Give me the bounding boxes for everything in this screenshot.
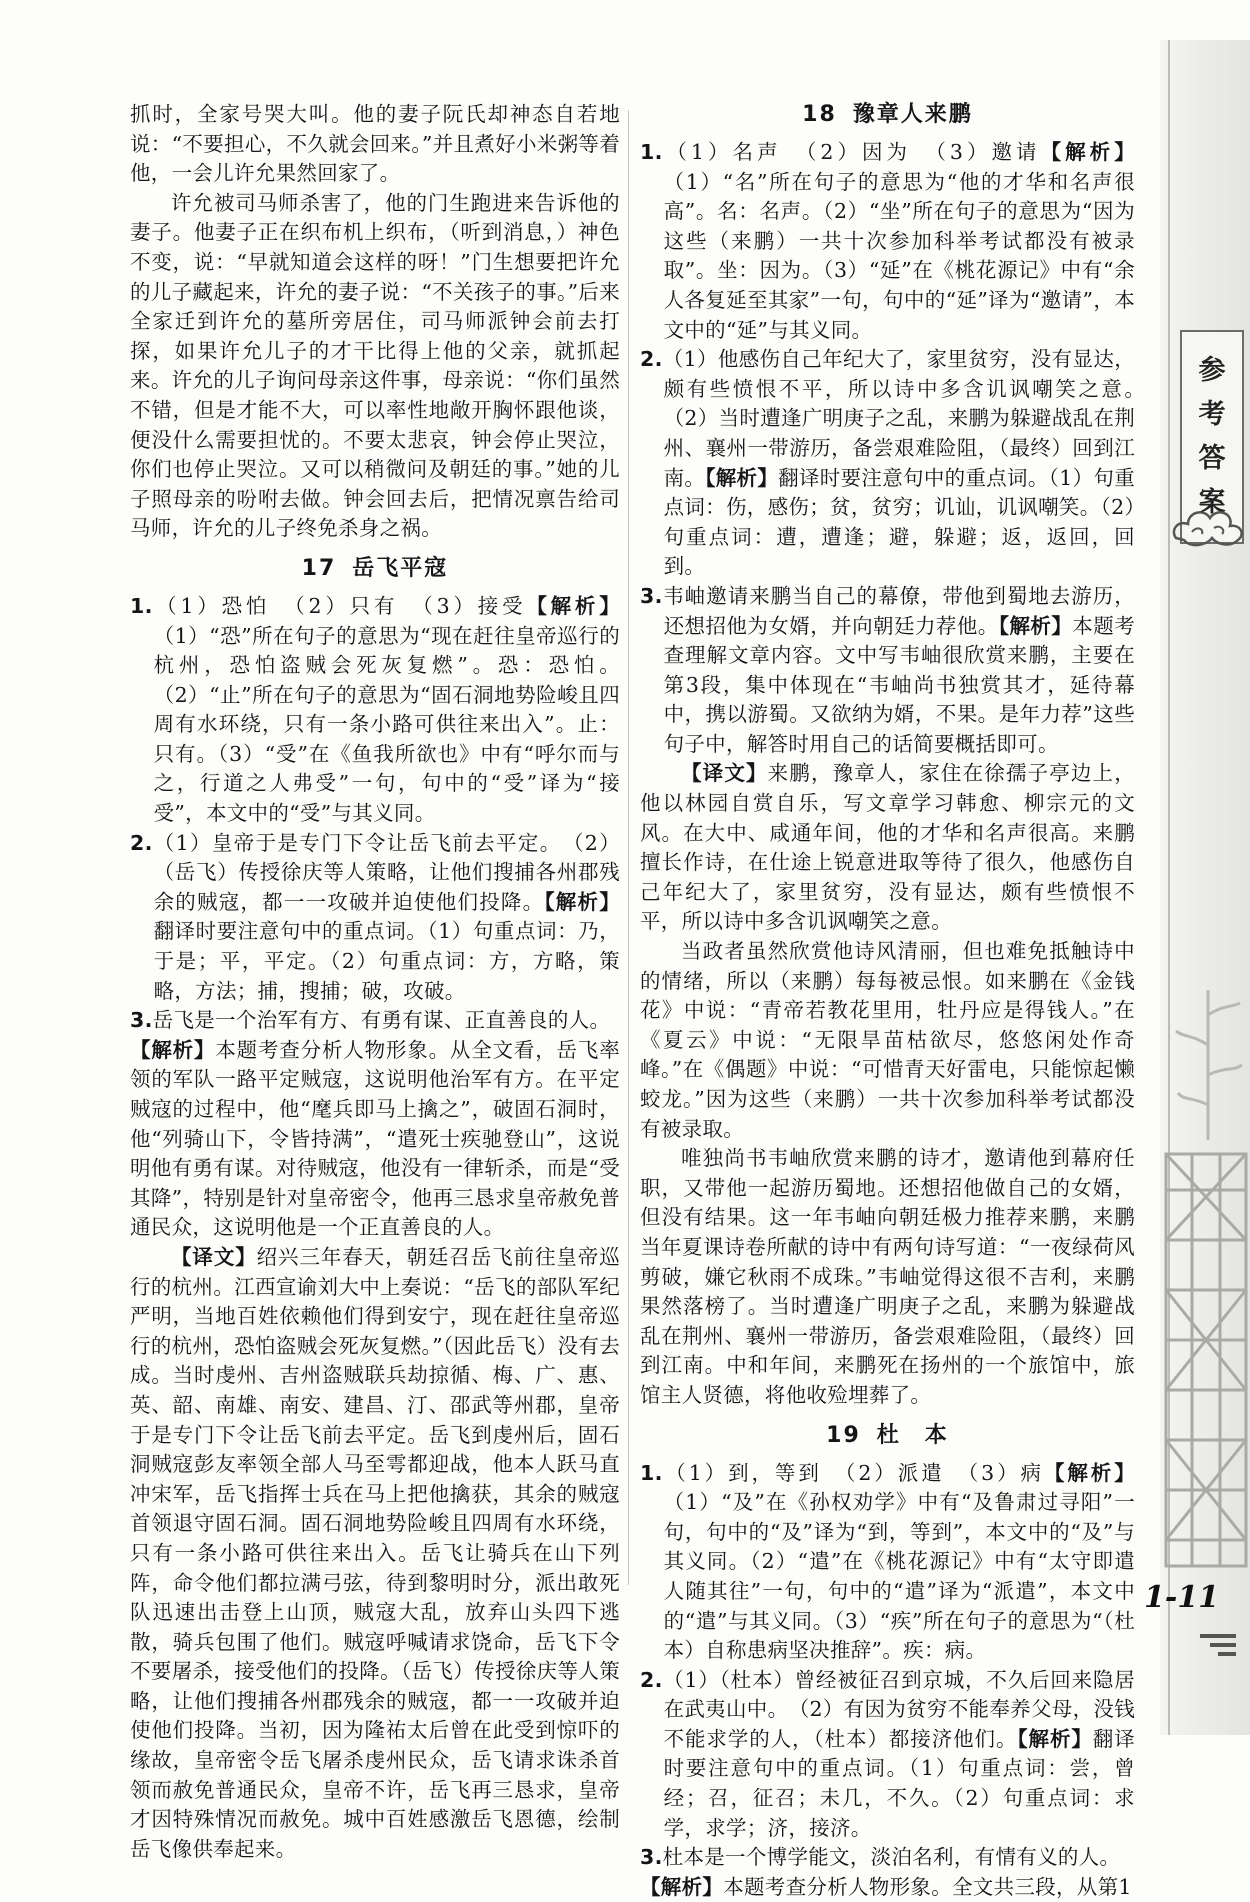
s17-question-3-analysis: 【解析】本题考查分析人物形象。从全文看，岳飞率领的军队一路平定贼寇，这说明他治军有方。在平定贼寇的过程中，他“麾兵即马上擒之”，破固石洞时，他“列骑山下，令皆持满”，“遣死士疾驰登山”，这说明他有勇有谋。对待贼寇，他没有一律斩杀，而是“受其降”，特别是针对皇帝密令，他再三恳求皇帝赦免普通民众，这说明他是一个正直善良的人。	[130, 1037, 620, 1240]
bamboo-ornament-icon	[1168, 985, 1248, 1145]
s18-question-1: 1.（1）名声 （2）因为 （3）邀请【解析】（1）“名”所在句子的意思为“他的才华和名声很高”。名：名声。（2）“坐”所在句子的意思为“因为这些（来鹏）一共十次参加科举考试都没有被录取”。坐：因为。（3）“延”在《桃花源记》中有“余人各复延至其家”一句，句中的“延”译为“邀请”，本文中的“延”与其义同。	[640, 140, 1135, 342]
story-16-translation-tail: 抓时，全家号哭大叫。他的妻子阮氏却神态自若地说：“不要担心，不久就会回来。”并且煮好小米粥等着他，一会儿许允果然回家了。	[130, 102, 620, 186]
section-17-title	[130, 554, 620, 584]
side-tab-char-4: 案	[1198, 487, 1226, 518]
section-18-heading: 豫章人来鹏	[852, 102, 973, 127]
s19-question-3: 3.杜本是一个博学能文，淡泊名利，有情有义的人。	[640, 1845, 1121, 1870]
page-number: 1-11	[1144, 1580, 1220, 1615]
section-19-heading: 杜 本	[876, 1422, 949, 1448]
s19-question-2: 2.（1）（杜本）曾经被征召到京城，不久后回来隐居在武夷山中。 （2）有因为贫穷不能奉养父母，没钱不能求学的人，（杜本）都接济他们。【解析】翻译时要注意句中的重点词。（1）句重点词：尝，曾经；召，征召；未几，不久。（2）句重点词：求学，求学；济，接济。	[640, 1667, 1135, 1840]
side-tab-char-1: 参	[1198, 355, 1226, 386]
side-tab-char-3: 答	[1198, 443, 1226, 474]
s18-translation-3: 唯独尚书韦岫欣赏来鹏的诗才，邀请他到幕府任职，又带他一起游历蜀地。还想招他做自己的女婿，但没有结果。这一年韦岫向朝廷极力推荐来鹏，来鹏当年夏课诗卷所献的诗中有两句诗写道：“一夜绿荷风剪破，嫌它秋雨不成珠。”韦岫觉得这很不吉利，来鹏果然落榜了。当时遭逢广明庚子之乱，来鹏为躲避战乱在荆州、襄州一带游历，备尝艰难险阻，（最终）回到江南。中和年间，来鹏死在扬州的一个旅馆中，旅馆主人贤德，将他收殓埋葬了。	[640, 1146, 1135, 1407]
s17-question-3: 3.岳飞是一个治军有方、有勇有谋、正直善良的人。	[130, 1008, 611, 1033]
s19-question-1: 1.（1）到，等到 （2）派遣 （3）病【解析】（1）“及”在《孙权劝学》中有“及鲁肃过寻阳”一句，句中的“及”译为“到，等到”，本文中的“及”与其义同。（2）“遣”在《桃花源记》中有“太守即遣人随其往”一句，句中的“遣”译为“派遣”，本文中的“遣”与其义同。（3）“疾”所在句子的意思为“（杜本）自称患病坚决推辞”。疾：病。	[640, 1460, 1135, 1663]
section-17-number: 17	[301, 555, 337, 581]
right-column	[640, 100, 1156, 1902]
s17-question-2: 2.（1）皇帝于是专门下令让岳飞前去平定。 （2）（岳飞）传授徐庆等人策略，让他们搜捕各州郡残余的贼寇，都一一攻破并迫使他们投降。【解析】翻译时要注意句中的重点词。（1）句重点词：乃，于是；平，平定。（2）句重点词：方，方略，策略，方法；捕，搜捕；破，攻破。	[130, 830, 621, 1003]
story-16-translation-paragraph: 许允被司马师杀害了，他的门生跑进来告诉他的妻子。他妻子正在织布机上织布，（听到消息，）神色不变，说：“早就知道会这样的呀！”门生想要把许允的儿子藏起来，许允的妻子说：“不关孩子的事。”后来全家迁到许允的墓所旁居住，司马师派钟会前去打探，如果许允儿子的才干比得上他的父亲，就抓起来。许允的儿子询问母亲这件事，母亲说：“你们虽然不错，但是才能不大，可以率性地敞开胸怀跟他谈，便没什么需要担忧的。不要太悲哀，钟会停止哭泣，你们也停止哭泣。又可以稍微问及朝廷的事。”她的儿子照母亲的吩咐去做。钟会回去后，把情况禀告给司马师，许允的儿子终免杀身之祸。	[130, 190, 620, 541]
cloud-ornament-icon	[1168, 500, 1248, 555]
section-19-number: 19	[826, 1422, 861, 1448]
section-17-heading: 岳飞平寇	[352, 555, 449, 581]
column-divider	[628, 110, 629, 1585]
s17-translation: 【译文】绍兴三年春天，朝廷召岳飞前往皇帝巡行的杭州。江西宣谕刘大中上奏说：“岳飞的部队军纪严明，当地百姓依赖他们得到安宁，现在赶往皇帝巡行的杭州，恐怕盗贼会死灰复燃。”（因此岳飞）没有去成。当时虔州、吉州盗贼联兵劫掠循、梅、广、惠、英、韶、南雄、南安、建昌、汀、邵武等州郡，皇帝于是专门下令让岳飞前去平定。岳飞到虔州后，固石洞贼寇彭友率领全部人马至雩都迎战，他本人跃马直冲宋军，岳飞指挥士兵在马上把他擒获，其余的贼寇首领退守固石洞。固石洞地势险峻且四周有水环绕，只有一条小路可供往来出入。岳飞让骑兵在山下列阵，命令他们都拉满弓弦，待到黎明时分，派出敢死队迅速出击登上山顶，贼寇大乱，放弃山头四下逃散，骑兵包围了他们。贼寇呼喊请求饶命，岳飞下令不要屠杀，接受他们的投降。（岳飞）传授徐庆等人策略，让他们搜捕各州郡残余的贼寇，都一一攻破并迫使他们投降。当初，因为隆祐太后曾在此受到惊吓的缘故，皇帝密令岳飞屠杀虔州民众，岳飞请求诛杀首领而赦免普通民众，皇帝不许，岳飞再三恳求，皇帝才因特殊情况而赦免。城中百姓感激岳飞恩德，绘制岳飞像供奉起来。	[130, 1244, 620, 1861]
s17-question-1: 1.（1）恐怕 （2）只有 （3）接受【解析】（1）“恐”所在句子的意思为“现在赶往皇帝巡行的杭州，恐怕盗贼会死灰复燃”。恐：恐怕。（2）“止”所在句子的意思为“固石洞地势险峻且四周有水环绕，只有一条小路可供往来出入”。止：只有。（3）“受”在《鱼我所欲也》中有“呼尔而与之，行道之人弗受”一句，句中的“受”译为“接受”，本文中的“受”与其义同。	[130, 593, 620, 826]
s18-translation-1: 【译文】来鹏，豫章人，家住在徐孺子亭边上，他以林园自赏自乐，写文章学习韩愈、柳宗元的文风。在大中、咸通年间，他的才华和名声很高。来鹏擅长作诗，在仕途上锐意进取等待了很久，他感伤自己年纪大了，家里贫穷，没有显达，颇有些愤恨不平，所以诗中多含讥讽嘲笑之意。	[640, 761, 1135, 934]
s18-question-2: 2.（1）他感伤自己年纪大了，家里贫穷，没有显达，颇有些愤恨不平，所以诗中多含讥讽嘲笑之意。 （2）当时遭逢广明庚子之乱，来鹏为躲避战乱在荆州、襄州一带游历，备尝艰难险阻，（最终）回到江南。【解析】翻译时要注意句中的重点词。（1）句重点词：伤，感伤；贫，贫穷；讥讪，讥讽嘲笑。（2）句重点词：遭，遭逢；避，躲避；返，返回，回到。	[640, 347, 1156, 579]
footer-bars-icon	[1160, 1630, 1240, 1660]
s18-translation-2: 当政者虽然欣赏他诗风清丽，但也难免抵触诗中的情绪，所以（来鹏）每每被忌恨。如来鹏在《金钱花》中说：“青帝若教花里用，牡丹应是得钱人。”在《夏云》中说：“无限旱苗枯欲尽，悠悠闲处作奇峰。”在《偶题》中说：“可惜青天好雷电，只能惊起懒蛟龙。”因为这些（来鹏）一共十次参加科举考试都没有被录取。	[640, 939, 1135, 1141]
left-column	[130, 100, 620, 1864]
section-19-title	[640, 1421, 1135, 1451]
section-18-title	[640, 100, 1135, 130]
lattice-pattern-icon	[1162, 1150, 1250, 1570]
side-tab-char-2: 考	[1198, 399, 1226, 430]
section-18-number: 18	[802, 102, 837, 127]
s19-question-3-analysis: 【解析】本题考查分析人物形象。全文共三段，从第1	[640, 1874, 1132, 1899]
s18-question-3: 3.韦岫邀请来鹏当自己的幕僚，带他到蜀地去游历，还想招他为女婿，并向朝廷力荐他。【解析】本题考查理解文章内容。文中写韦岫很欣赏来鹏，主要在第3段，集中体现在“韦岫尚书独赏其才，延待幕中，携以游蜀。又欲纳为婿，不果。是年力荐”这些句子中，解答时用自己的话简要概括即可。	[640, 583, 1135, 756]
